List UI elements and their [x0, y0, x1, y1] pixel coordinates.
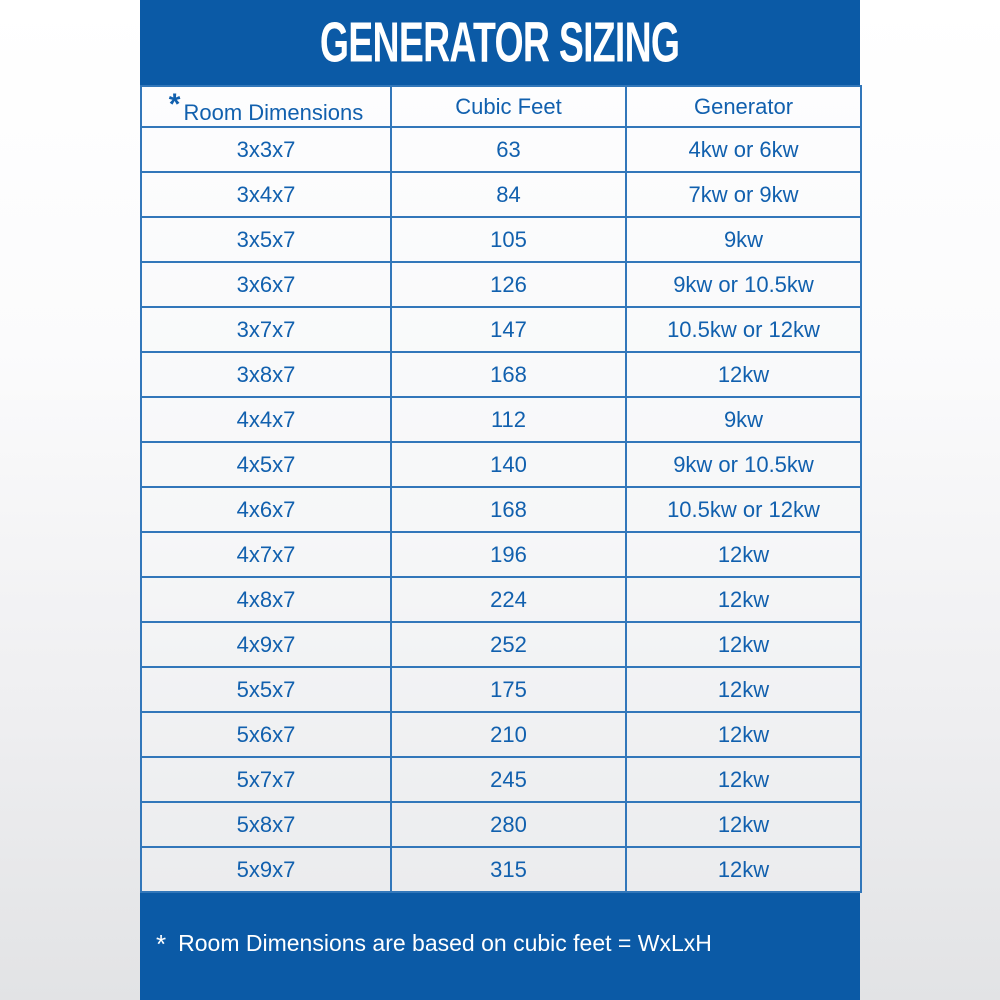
cell-dimensions: 4x8x7: [141, 577, 391, 622]
cell-cubic_feet: 105: [391, 217, 626, 262]
cell-generator: 12kw: [626, 847, 861, 892]
column-header-room-dimensions: [141, 86, 391, 127]
cell-cubic_feet: 168: [391, 352, 626, 397]
page-title: GENERATOR SIZING: [320, 11, 680, 74]
cell-cubic_feet: 245: [391, 757, 626, 802]
cell-generator: 12kw: [626, 712, 861, 757]
column-header-generator: Generator: [626, 86, 861, 127]
cell-cubic_feet: 252: [391, 622, 626, 667]
table-row: [141, 487, 861, 532]
cell-cubic_feet: 168: [391, 487, 626, 532]
header-row: [141, 86, 861, 127]
cell-dimensions: 3x8x7: [141, 352, 391, 397]
cell-dimensions: 4x5x7: [141, 442, 391, 487]
table-row: [141, 172, 861, 217]
table-row: [141, 577, 861, 622]
asterisk-marker: *: [168, 87, 181, 121]
table-row: [141, 667, 861, 712]
cell-cubic_feet: 126: [391, 262, 626, 307]
cell-dimensions: 3x7x7: [141, 307, 391, 352]
cell-generator: 12kw: [626, 802, 861, 847]
cell-dimensions: 3x3x7: [141, 127, 391, 172]
table-row: [141, 307, 861, 352]
title-band: [140, 0, 860, 85]
cell-cubic_feet: 224: [391, 577, 626, 622]
footnote: [140, 893, 860, 1000]
cell-dimensions: 5x9x7: [141, 847, 391, 892]
cell-dimensions: 3x6x7: [141, 262, 391, 307]
cell-dimensions: 5x5x7: [141, 667, 391, 712]
cell-cubic_feet: 84: [391, 172, 626, 217]
column-header-room-dimensions-label: Room Dimensions: [183, 99, 364, 125]
table-row: [141, 397, 861, 442]
cell-dimensions: 3x4x7: [141, 172, 391, 217]
cell-generator: 12kw: [626, 532, 861, 577]
table-row: [141, 757, 861, 802]
cell-generator: 9kw: [626, 397, 861, 442]
cell-dimensions: 5x8x7: [141, 802, 391, 847]
table-row: [141, 442, 861, 487]
cell-dimensions: 4x9x7: [141, 622, 391, 667]
cell-generator: 10.5kw or 12kw: [626, 307, 861, 352]
table-row: [141, 217, 861, 262]
cell-cubic_feet: 63: [391, 127, 626, 172]
table-row: [141, 847, 861, 892]
cell-generator: 12kw: [626, 622, 861, 667]
cell-cubic_feet: 280: [391, 802, 626, 847]
table-row: [141, 127, 861, 172]
generator-sizing-panel: [140, 0, 860, 1000]
cell-generator: 12kw: [626, 667, 861, 712]
cell-generator: 9kw or 10.5kw: [626, 262, 861, 307]
cell-dimensions: 4x6x7: [141, 487, 391, 532]
cell-dimensions: 5x6x7: [141, 712, 391, 757]
cell-generator: 4kw or 6kw: [626, 127, 861, 172]
table-row: [141, 802, 861, 847]
cell-dimensions: 4x4x7: [141, 397, 391, 442]
cell-cubic_feet: 315: [391, 847, 626, 892]
footnote-text: Room Dimensions are based on cubic feet = WxLxH: [178, 930, 712, 956]
cell-generator: 12kw: [626, 577, 861, 622]
cell-cubic_feet: 147: [391, 307, 626, 352]
cell-dimensions: 3x5x7: [141, 217, 391, 262]
cell-cubic_feet: 196: [391, 532, 626, 577]
cell-generator: 7kw or 9kw: [626, 172, 861, 217]
column-header-cubic-feet: Cubic Feet: [391, 86, 626, 127]
table-row: [141, 622, 861, 667]
table-row: [141, 532, 861, 577]
cell-cubic_feet: 112: [391, 397, 626, 442]
cell-generator: 10.5kw or 12kw: [626, 487, 861, 532]
cell-generator: 9kw: [626, 217, 861, 262]
cell-cubic_feet: 175: [391, 667, 626, 712]
cell-cubic_feet: 210: [391, 712, 626, 757]
cell-generator: 12kw: [626, 352, 861, 397]
footnote-asterisk-marker: *: [156, 928, 167, 959]
table-row: [141, 262, 861, 307]
cell-cubic_feet: 140: [391, 442, 626, 487]
cell-dimensions: 4x7x7: [141, 532, 391, 577]
cell-generator: 12kw: [626, 757, 861, 802]
generator-sizing-table: [140, 85, 862, 893]
table-row: [141, 712, 861, 757]
table-row: [141, 352, 861, 397]
cell-dimensions: 5x7x7: [141, 757, 391, 802]
cell-generator: 9kw or 10.5kw: [626, 442, 861, 487]
